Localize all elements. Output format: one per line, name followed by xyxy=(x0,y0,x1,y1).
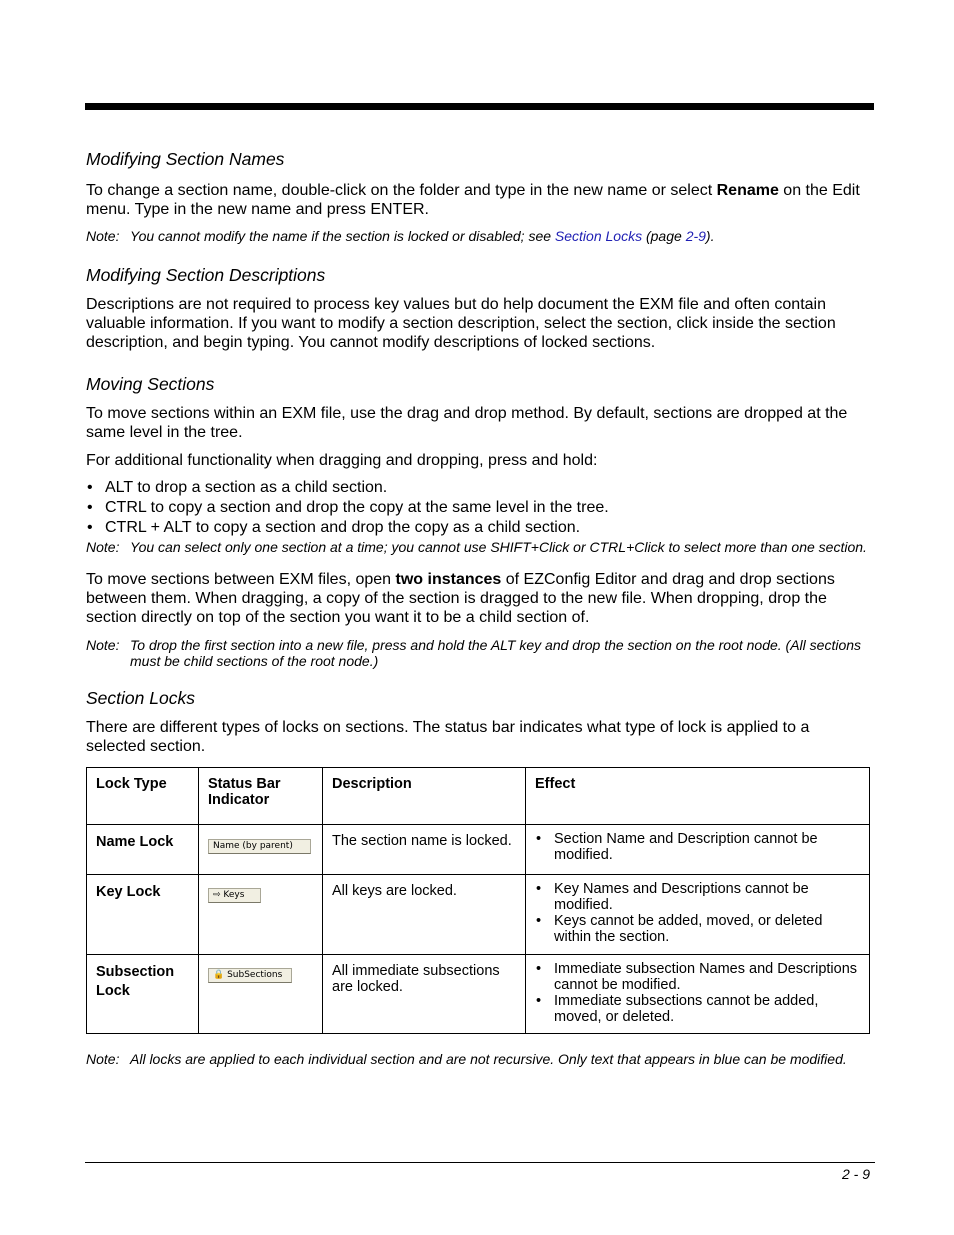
note-text: All locks are applied to each individual section and are not recursive. Only text that appears in blue can be modified. xyxy=(130,1051,847,1067)
note-text: To drop the first section into a new file, press and hold the ALT key and drop the section on the root node. (All sections must be child sections of the root node.) xyxy=(130,637,862,669)
list-item: • CTRL + ALT to copy a section and drop the copy as a child section. xyxy=(87,519,581,536)
list-item: • Section Name and Description cannot be modified. xyxy=(536,831,818,863)
list-item: • Keys cannot be added, moved, or deleted within the section. xyxy=(536,913,823,945)
table-row xyxy=(87,955,870,1034)
moving-para-3 xyxy=(86,570,870,627)
effect-list xyxy=(535,961,860,1025)
column-header: Lock Type xyxy=(87,768,199,825)
effect-list xyxy=(535,831,860,863)
modifier-key-list xyxy=(86,478,870,538)
list-item: • Immediate subsection Names and Descriptions cannot be modified. xyxy=(536,961,858,993)
lock-types-table xyxy=(86,767,870,1034)
heading-moving-sections: Moving Sections xyxy=(86,374,215,394)
list-item: • Key Names and Descriptions cannot be modified. xyxy=(536,881,809,913)
status-indicator-cell xyxy=(199,955,323,1034)
list-item: • Immediate subsections cannot be added, moved, or deleted. xyxy=(536,993,819,1025)
column-header: Description xyxy=(323,768,526,825)
heading-modifying-section-descriptions: Modifying Section Descriptions xyxy=(86,265,326,285)
subsection-lock-indicator-image: 🔒 SubSections xyxy=(208,968,292,983)
effect-cell xyxy=(526,825,870,875)
rename-term: Rename xyxy=(716,182,779,199)
table-row xyxy=(87,825,870,875)
key-lock-indicator-image: ⇨ Keys xyxy=(208,888,261,903)
note-text: You can select only one section at a time; you cannot use SHIFT+Click or CTRL+Click to select more than one section. xyxy=(130,539,867,555)
description-cell: All immediate subsections are locked. xyxy=(323,955,526,1034)
note-root-node xyxy=(86,637,870,669)
effect-cell xyxy=(526,955,870,1034)
lock-type-cell: Subsection Lock xyxy=(87,955,199,1034)
note-label: Note: xyxy=(86,1051,120,1067)
note-modify-names xyxy=(86,228,870,244)
effect-cell xyxy=(526,875,870,955)
description-cell: The section name is locked. xyxy=(323,825,526,875)
lock-type-cell: Key Lock xyxy=(87,875,199,955)
moving-para-1: To move sections within an EXM file, use the drag and drop method. By default, sections are dropped at the same level in the tree. xyxy=(86,405,848,441)
section-locks-link[interactable]: Section Locks xyxy=(554,228,643,244)
note-single-selection xyxy=(86,539,870,555)
footer-rule xyxy=(85,1162,875,1163)
modify-names-body xyxy=(86,181,870,219)
section-locks-intro: There are different types of locks on sections. The status bar indicates what type of lock is applied to a selected section. xyxy=(86,719,810,755)
note-label: Note: xyxy=(86,539,120,555)
heading-modifying-section-names: Modifying Section Names xyxy=(86,149,285,169)
name-lock-indicator-image: Name (by parent) xyxy=(208,839,311,854)
moving-para-3-text-end: of EZConfig Editor and drag and drop sections between them. When dragging, a copy of the section is dragged to the new file. When dropping, drop the section directly on top of the section you want it to be a child section of. xyxy=(86,571,835,626)
note-text-end: ). xyxy=(705,228,715,244)
page-2-9-link[interactable]: 2-9 xyxy=(685,228,706,244)
list-item: • CTRL to copy a section and drop the copy at the same level in the tree. xyxy=(87,499,609,516)
page-content xyxy=(86,148,870,1067)
modify-names-text-end: on the Edit menu. Type in the new name and press ENTER. xyxy=(86,182,860,218)
list-item: • ALT to drop a section as a child section. xyxy=(87,479,388,496)
note-label: Note: xyxy=(86,228,120,244)
modify-descriptions-body: Descriptions are not required to process key values but do help document the EXM file and often contain valuable information. If you want to modify a section description, select the section, click inside the section description, and begin typing. You cannot modify descriptions of locked sections. xyxy=(86,296,836,351)
page-number: 2 - 9 xyxy=(841,1166,870,1182)
table-header-row xyxy=(87,768,870,825)
table-row xyxy=(87,875,870,955)
modify-names-text: To change a section name, double-click on the folder and type in the new name or select xyxy=(86,182,717,199)
status-indicator-cell xyxy=(199,825,323,875)
column-header: Effect xyxy=(526,768,870,825)
header-rule xyxy=(85,103,874,110)
note-locks-not-recursive xyxy=(86,1051,870,1067)
note-text-mid: (page xyxy=(642,228,686,244)
note-text: You cannot modify the name if the section is locked or disabled; see xyxy=(130,228,555,244)
moving-para-3-text: To move sections between EXM files, open xyxy=(86,571,396,588)
note-label: Note: xyxy=(86,637,120,653)
status-indicator-cell xyxy=(199,875,323,955)
effect-list xyxy=(535,881,860,945)
column-header: Status Bar Indicator xyxy=(199,768,323,825)
moving-para-2: For additional functionality when dragging and dropping, press and hold: xyxy=(86,452,598,469)
two-instances-term: two instances xyxy=(395,571,502,588)
lock-type-cell: Name Lock xyxy=(87,825,199,875)
description-cell: All keys are locked. xyxy=(323,875,526,955)
heading-section-locks: Section Locks xyxy=(86,688,195,708)
